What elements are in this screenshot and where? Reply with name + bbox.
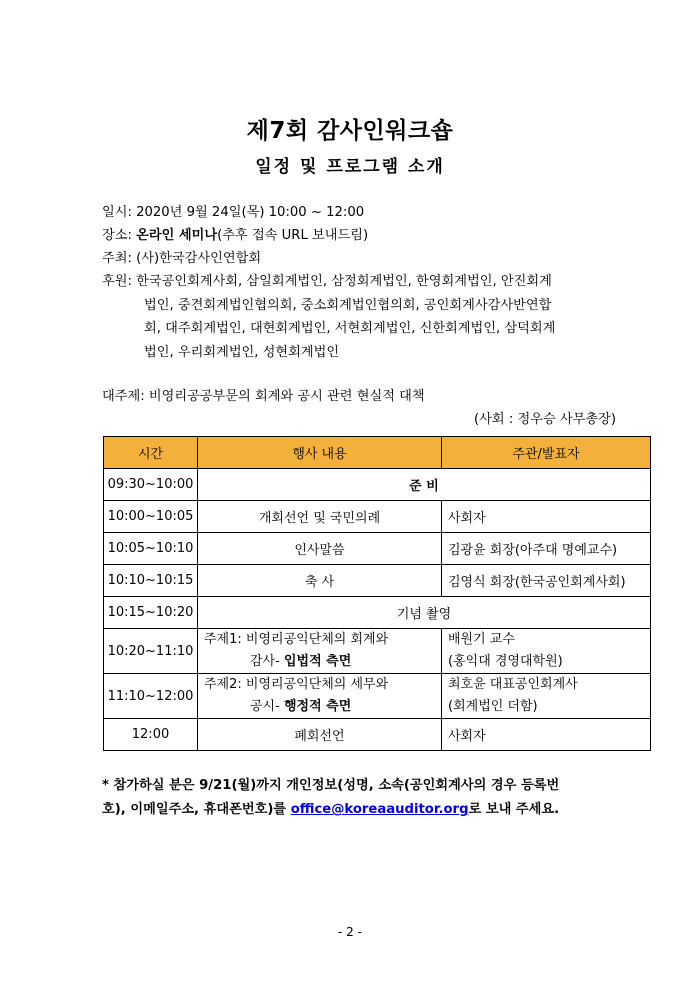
row-host: 사회자 <box>442 719 651 751</box>
row-event: 기념 촬영 <box>198 597 651 629</box>
registration-note <box>102 774 622 822</box>
main-theme-value: 비영리공공부문의 회계와 공시 관련 현실적 대책 <box>148 389 425 404</box>
main-theme <box>102 385 425 404</box>
row-time: 11:10~12:00 <box>104 674 198 719</box>
table-row <box>104 597 651 629</box>
row-host: 김영식 회장(한국공인회계사회) <box>442 565 651 597</box>
row-host <box>442 674 651 719</box>
row-event <box>198 629 442 674</box>
row-host: 사회자 <box>442 501 651 533</box>
table-row <box>104 565 651 597</box>
info-place <box>102 224 368 247</box>
row-time: 10:10~10:15 <box>104 565 198 597</box>
table-row <box>104 533 651 565</box>
row-event: 축 사 <box>198 565 442 597</box>
email-link[interactable]: office@koreaauditor.org <box>290 802 469 817</box>
row-event: 인사말씀 <box>198 533 442 565</box>
column-header-time: 시간 <box>104 437 198 469</box>
info-date: 일시: 2020년 9월 24일(목) 10:00 ~ 12:00 <box>102 205 365 220</box>
speaker-affiliation: (홍익대 경영대학원) <box>448 654 563 669</box>
row-host <box>442 629 651 674</box>
note-line-prefix: 호), 이메일주소, 휴대폰번호)를 <box>102 802 291 817</box>
main-theme-label: 대주제: <box>102 389 149 404</box>
row-time: 10:20~11:10 <box>104 629 198 674</box>
topic-line: 주제1: 비영리공익단체의 회계와 <box>204 632 389 647</box>
row-time: 10:05~10:10 <box>104 533 198 565</box>
info-organizer: 주최: (사)한국감사인연합회 <box>102 251 262 266</box>
session-moderator: (사회 : 정우승 사무총장) <box>474 412 616 427</box>
note-line-suffix: 로 보내 주세요. <box>468 802 560 817</box>
row-event: 개회선언 및 국민의례 <box>198 501 442 533</box>
table-row <box>104 719 651 751</box>
note-line: * 참가하실 분은 9/21(월)까지 개인정보(성명, 소속(공인회계사의 경우 등록번 <box>102 778 560 793</box>
page-title: 제7회 감사인워크숍 <box>246 118 454 144</box>
row-time: 10:15~10:20 <box>104 597 198 629</box>
row-time: 09:30~10:00 <box>104 469 198 501</box>
speaker-name: 배원기 교수 <box>448 632 515 647</box>
sponsor-line: 후원: 한국공인회계사회, 삼일회계법인, 삼정회계법인, 한영회계법인, 안진회계 <box>102 274 552 289</box>
sponsor-line: 회, 대주회계법인, 대현회계법인, 서현회계법인, 신한회계법인, 삼덕회계 <box>144 321 556 336</box>
info-place-label: 장소: <box>102 228 137 243</box>
info-sponsors <box>102 270 622 364</box>
page-subtitle: 일정 및 프로그램 소개 <box>255 157 445 177</box>
row-event: 폐회선언 <box>198 719 442 751</box>
topic-line <box>204 696 441 718</box>
sponsor-line: 법인, 중견회계법인협의회, 중소회계법인협의회, 공인회계사감사반연합 <box>144 297 552 313</box>
row-event <box>198 674 442 719</box>
topic-line: 주제2: 비영리공익단체의 세무와 <box>204 677 389 692</box>
speaker-name: 최호윤 대표공인회계사 <box>448 677 578 692</box>
sponsor-line: 법인, 우리회계법인, 성현회계법인 <box>144 344 340 360</box>
table-header-row <box>104 437 651 469</box>
info-place-value: 온라인 세미나 <box>136 228 218 243</box>
page-number: - 2 - <box>338 925 362 939</box>
table-row <box>104 674 651 719</box>
table-row <box>104 629 651 674</box>
speaker-affiliation: (회계법인 더함) <box>448 699 538 714</box>
info-place-note: (추후 접속 URL 보내드림) <box>217 228 369 243</box>
table-row <box>104 469 651 501</box>
topic-line-emphasis: 입법적 측면 <box>283 654 352 669</box>
row-time: 12:00 <box>104 719 198 751</box>
topic-line-prefix: 공시- <box>250 699 284 714</box>
row-host: 김광윤 회장(아주대 명예교수) <box>442 533 651 565</box>
topic-line-emphasis: 행정적 측면 <box>283 699 352 714</box>
topic-line <box>204 651 441 673</box>
topic-line-prefix: 감사- <box>250 654 284 669</box>
row-time: 10:00~10:05 <box>104 501 198 533</box>
schedule-table <box>103 436 651 751</box>
table-row <box>104 501 651 533</box>
row-event: 준 비 <box>198 469 651 501</box>
column-header-host: 주관/발표자 <box>442 437 651 469</box>
column-header-event: 행사 내용 <box>198 437 442 469</box>
